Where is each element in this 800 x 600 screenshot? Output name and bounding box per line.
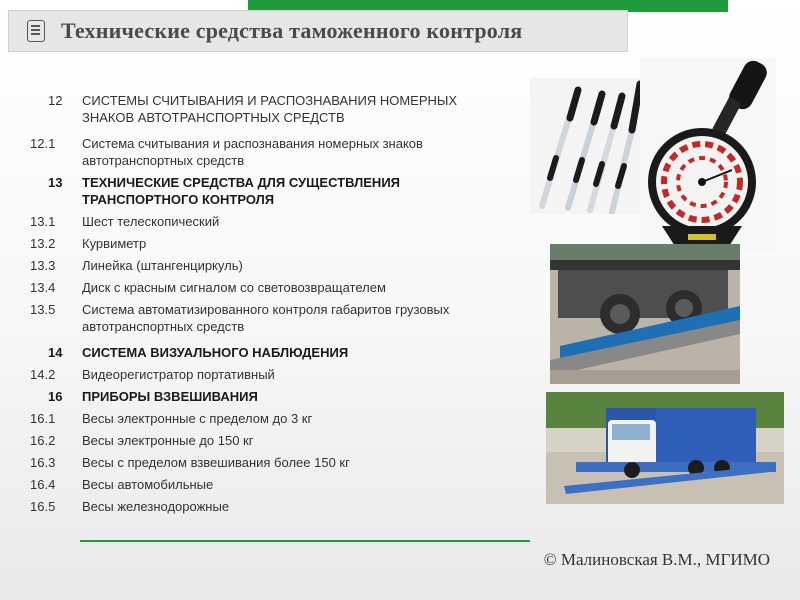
list-item <box>30 279 480 296</box>
telescopic-poles-photo <box>530 78 646 214</box>
item-text: Система автоматизированного контроля габаритов грузовых автотранспортных средств <box>82 302 450 334</box>
item-text: Весы железнодорожные <box>82 499 230 514</box>
item-text: Весы с пределом взвешивания более 150 кг <box>82 455 350 470</box>
item-number: 16.1 <box>30 411 56 426</box>
footer-accent-line <box>80 540 530 542</box>
item-text: СИСТЕМЫ СЧИТЫВАНИЯ И РАСПОЗНАВАНИЯ НОМЕРНЫХ ЗНАКОВ АВТОТРАНСПОРТНЫХ СРЕДСТВ <box>82 93 458 125</box>
item-text: Система считывания и распознавания номерных знаков автотранспортных средств <box>82 136 423 168</box>
item-number: 13.2 <box>30 236 56 251</box>
list-item <box>30 344 480 361</box>
list-item <box>30 257 480 274</box>
item-number: 13.4 <box>30 280 56 295</box>
list-item <box>30 301 480 335</box>
item-number: 13.5 <box>30 302 56 317</box>
item-text: Весы автомобильные <box>82 477 214 492</box>
list-item <box>30 432 480 449</box>
list-item <box>30 476 480 493</box>
list-item <box>30 454 480 471</box>
item-number: 12.1 <box>30 136 56 151</box>
list-item <box>30 498 480 515</box>
truck-scale-photo <box>546 392 784 504</box>
list-item <box>30 213 480 230</box>
list-item <box>30 135 480 169</box>
item-number: 14 <box>48 345 63 360</box>
item-number: 16 <box>48 389 63 404</box>
list-item <box>30 366 480 383</box>
item-text: Весы электронные с пределом до 3 кг <box>82 411 313 426</box>
title-bar <box>8 10 628 52</box>
item-number: 16.4 <box>30 477 56 492</box>
slide-title: Технические средства таможенного контроля <box>61 18 523 43</box>
item-text: Весы электронные до 150 кг <box>82 433 254 448</box>
item-text: ТЕХНИЧЕСКИЕ СРЕДСТВА ДЛЯ СУЩЕСТВЛЕНИЯ ТРАНСПОРТНОГО КОНТРОЛЯ <box>82 175 401 207</box>
item-number: 12 <box>48 93 63 108</box>
item-text: ПРИБОРЫ ВЗВЕШИВАНИЯ <box>82 389 258 404</box>
item-text: Курвиметр <box>82 236 147 251</box>
item-number: 13 <box>48 175 63 190</box>
list-item <box>30 235 480 252</box>
curvimeter-photo <box>640 58 776 254</box>
item-number: 13.3 <box>30 258 56 273</box>
item-text: Диск с красным сигналом со световозвращателем <box>82 280 386 295</box>
item-text: Видеорегистратор портативный <box>82 367 275 382</box>
list-item <box>30 92 480 126</box>
document-icon <box>27 20 45 42</box>
item-text: Линейка (штангенциркуль) <box>82 258 243 273</box>
item-text: Шест телескопический <box>82 214 220 229</box>
item-text: СИСТЕМА ВИЗУАЛЬНОГО НАБЛЮДЕНИЯ <box>82 345 349 360</box>
item-number: 16.2 <box>30 433 56 448</box>
item-list <box>30 92 480 515</box>
item-number: 16.3 <box>30 455 56 470</box>
railway-scale-photo <box>550 244 740 384</box>
copyright-text: © Малиновская В.М., МГИМО <box>543 550 770 569</box>
item-number: 14.2 <box>30 367 56 382</box>
list-item <box>30 174 480 208</box>
item-number: 16.5 <box>30 499 56 514</box>
list-item <box>30 410 480 427</box>
item-number: 13.1 <box>30 214 56 229</box>
list-item <box>30 388 480 405</box>
